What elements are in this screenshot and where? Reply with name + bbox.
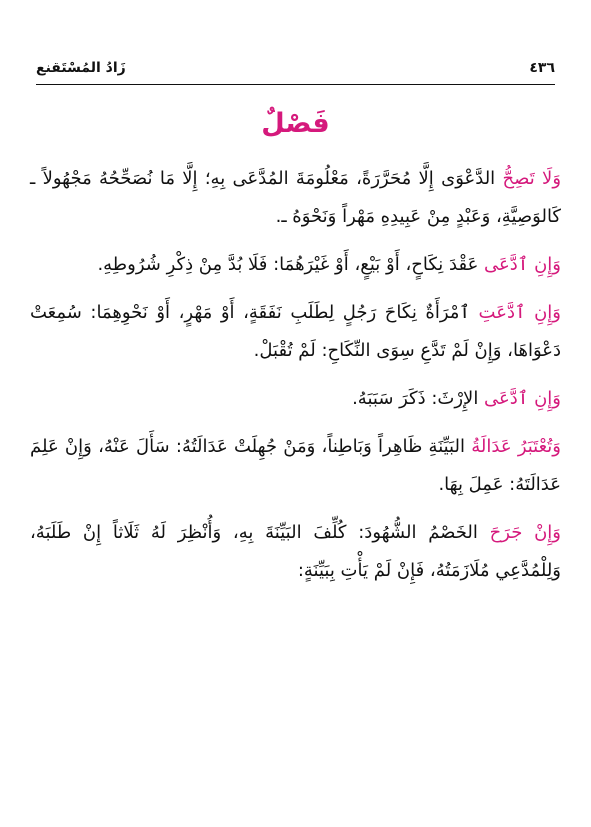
- page-number: ٤٣٦: [529, 60, 555, 76]
- paragraph: [30, 246, 561, 284]
- page-header: [36, 56, 555, 85]
- paragraph: [30, 428, 561, 504]
- page-body: [30, 160, 561, 600]
- section-title: فَصْلٌ: [261, 108, 330, 139]
- paragraph: [30, 380, 561, 418]
- paragraph-lead: وَإِنِ ٱدَّعَتِ: [478, 302, 561, 323]
- paragraph-text: عَقْدَ نِكَاحٍ، أَوْ بَيْعٍ، أَوْ غَيْرَهُمَا: فَلَا بُدَّ مِنْ ذِكْرِ شُرُوطِهِ.: [97, 254, 485, 275]
- paragraph-lead: وَإِنِ ٱدَّعَى: [484, 254, 561, 275]
- paragraph-text: البَيِّنَةِ ظَاهِراً وَبَاطِناً، وَمَنْ جُهِلَتْ عَدَالَتُهُ: سَأَلَ عَنْهُ، وَإِنْ عَلِمَ عَدَالَتَهُ: عَمِلَ بِهَا.: [30, 436, 561, 495]
- paragraph-lead: وَلَا تَصِحُّ: [502, 168, 562, 189]
- paragraph: [30, 160, 561, 236]
- paragraph-lead: وَإِنِ ٱدَّعَى: [484, 388, 561, 409]
- paragraph-text: الخَصْمُ الشُّهُودَ: كُلِّفَ البَيِّنَةَ بِهِ، وَأُنْظِرَ لَهُ ثَلَاثاً إِنْ طَلَبَهُ، وَلِلْمُدَّعِي مُلَازَمَتُهُ، فَإِنْ لَمْ يَأْتِ بِبَيِّنَةٍ:: [30, 522, 561, 581]
- paragraph: [30, 294, 561, 370]
- paragraph: [30, 514, 561, 590]
- paragraph-lead: وَتُعْتَبَرُ عَدَالَةُ: [471, 436, 561, 457]
- running-book-title: زَادُ المُسْتَقنع: [36, 60, 126, 76]
- paragraph-lead: وَإِنْ جَرَحَ: [489, 522, 561, 543]
- paragraph-text: الإِرْثَ: ذَكَرَ سَبَبَهُ.: [352, 388, 485, 409]
- paragraph-text: الدَّعْوَى إِلَّا مُحَرَّرَةً، مَعْلُومَةَ المُدَّعَى بِهِ؛ إِلَّا مَا نُصَحِّحُهُ مَجْهُولاً ـ كَالوَصِيَّةِ، وَعَبْدٍ مِنْ عَبِيدِهِ مَهْراً وَنَحْوَهُ ـ.: [30, 168, 561, 227]
- paragraph-text: ٱمْرَأَةٌ نِكَاحَ رَجُلٍ لِطَلَبِ نَفَقَةٍ، أَوْ مَهْرٍ، أَوْ نَحْوِهِمَا: سُمِعَتْ دَعْوَاهَا، وَإِنْ لَمْ تَدَّعِ سِوَى النِّكَاحِ: لَمْ تُقْبَلْ.: [30, 302, 561, 361]
